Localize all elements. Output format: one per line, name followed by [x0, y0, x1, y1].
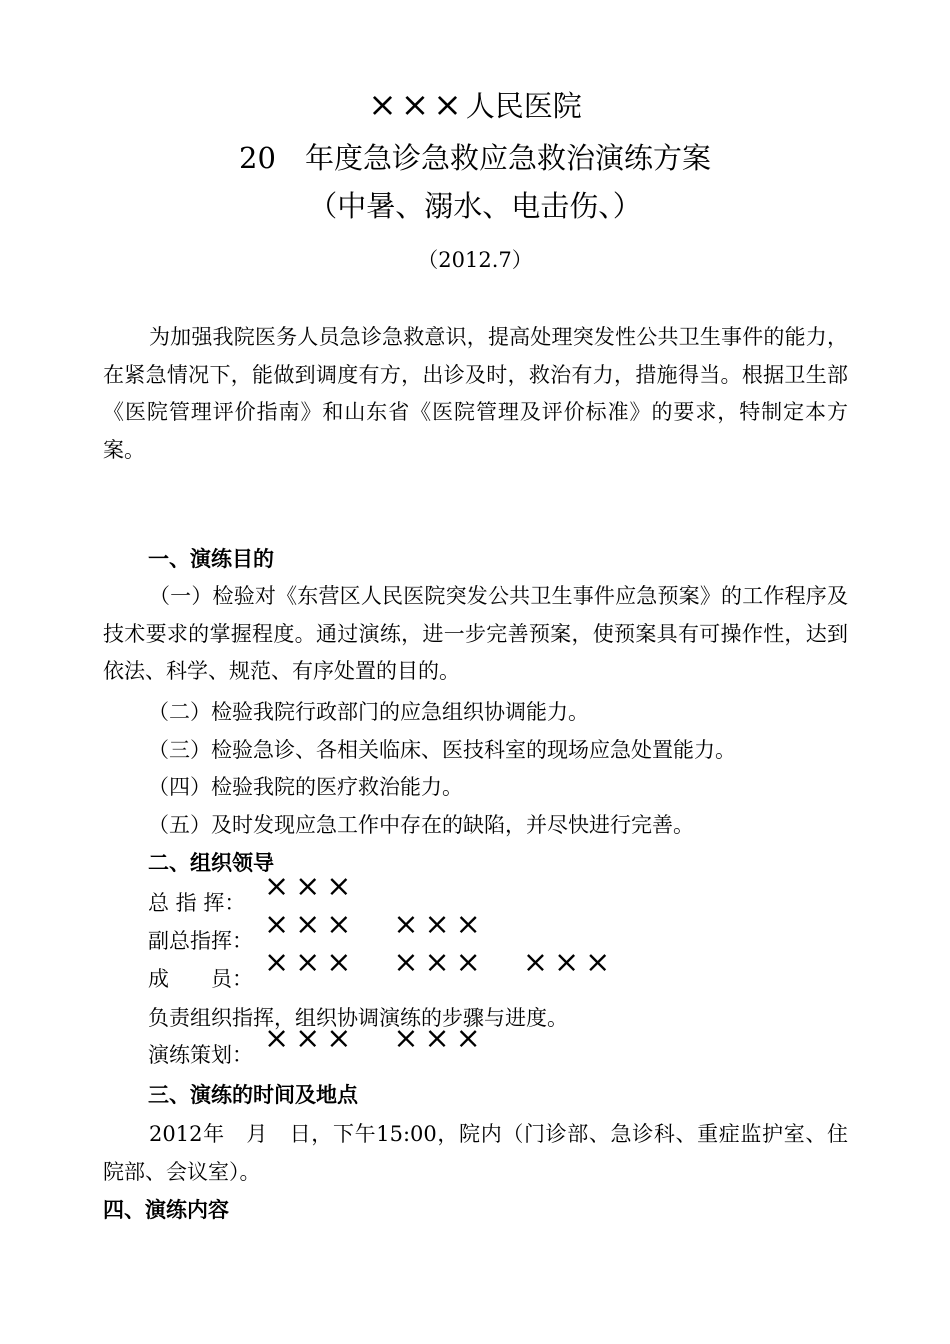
plan-date: （2012.7）: [417, 248, 533, 272]
hospital-title: [0, 85, 950, 125]
section-heading-time-place: 三、演练的时间及地点: [148, 1083, 358, 1107]
purpose-item-3: （三）检验急诊、各相关临床、医技科室的现场应急处置能力。: [148, 738, 736, 762]
purpose-item-4: （四）检验我院的医疗救治能力。: [148, 775, 463, 799]
members-label: 成 员：: [148, 967, 253, 991]
intro-paragraph: 为加强我院医务人员急诊急救意识，提高处理突发性公共卫生事件的能力，在紧急情况下，能做到调度有方，出诊及时，救治有力，措施得当。根据卫生部《医院管理评价指南》和山东省《医院管理及评价标准》的要求，特制定本方案。: [103, 325, 848, 462]
organization-duty: 负责组织指挥，组织协调演练的步骤与进度。: [148, 1006, 568, 1030]
plan-title: 20 年度急诊急救应急救治演练方案: [239, 141, 711, 175]
time-place-text: 2012年 月 日，下午15:00，院内（门诊部、急诊科、重症监护室、住院部、会议室）。: [103, 1122, 848, 1184]
plan-subtitle: （中暑、溺水、电击伤、）: [308, 189, 642, 223]
section-heading-content: 四、演练内容: [103, 1198, 229, 1222]
purpose-item-2: （二）检验我院行政部门的应急组织协调能力。: [148, 700, 589, 724]
commander-label: 总 指 挥：: [148, 891, 246, 915]
hospital-name: 人民医院: [465, 89, 582, 123]
deputy-label: 副总指挥：: [148, 929, 253, 953]
purpose-item-5: （五）及时发现应急工作中存在的缺陷，并尽快进行完善。: [148, 813, 694, 837]
section-heading-organization: 二、组织领导: [148, 851, 274, 875]
planner-label: 演练策划：: [148, 1043, 253, 1067]
planner-names: ××× ×××: [264, 1021, 487, 1056]
commander-names: ×××: [264, 869, 358, 904]
members-names: ××× ××× ×××: [264, 945, 617, 980]
deputy-names: ××× ×××: [264, 907, 487, 942]
purpose-item-1: （一）检验对《东营区人民医院突发公共卫生事件应急预案》的工作程序及技术要求的掌握程度。通过演练，进一步完善预案，使预案具有可操作性，达到依法、科学、规范、有序处置的目的。: [103, 584, 848, 683]
section-heading-purpose: 一、演练目的: [148, 547, 274, 571]
hospital-placeholder: ×××: [368, 85, 466, 125]
